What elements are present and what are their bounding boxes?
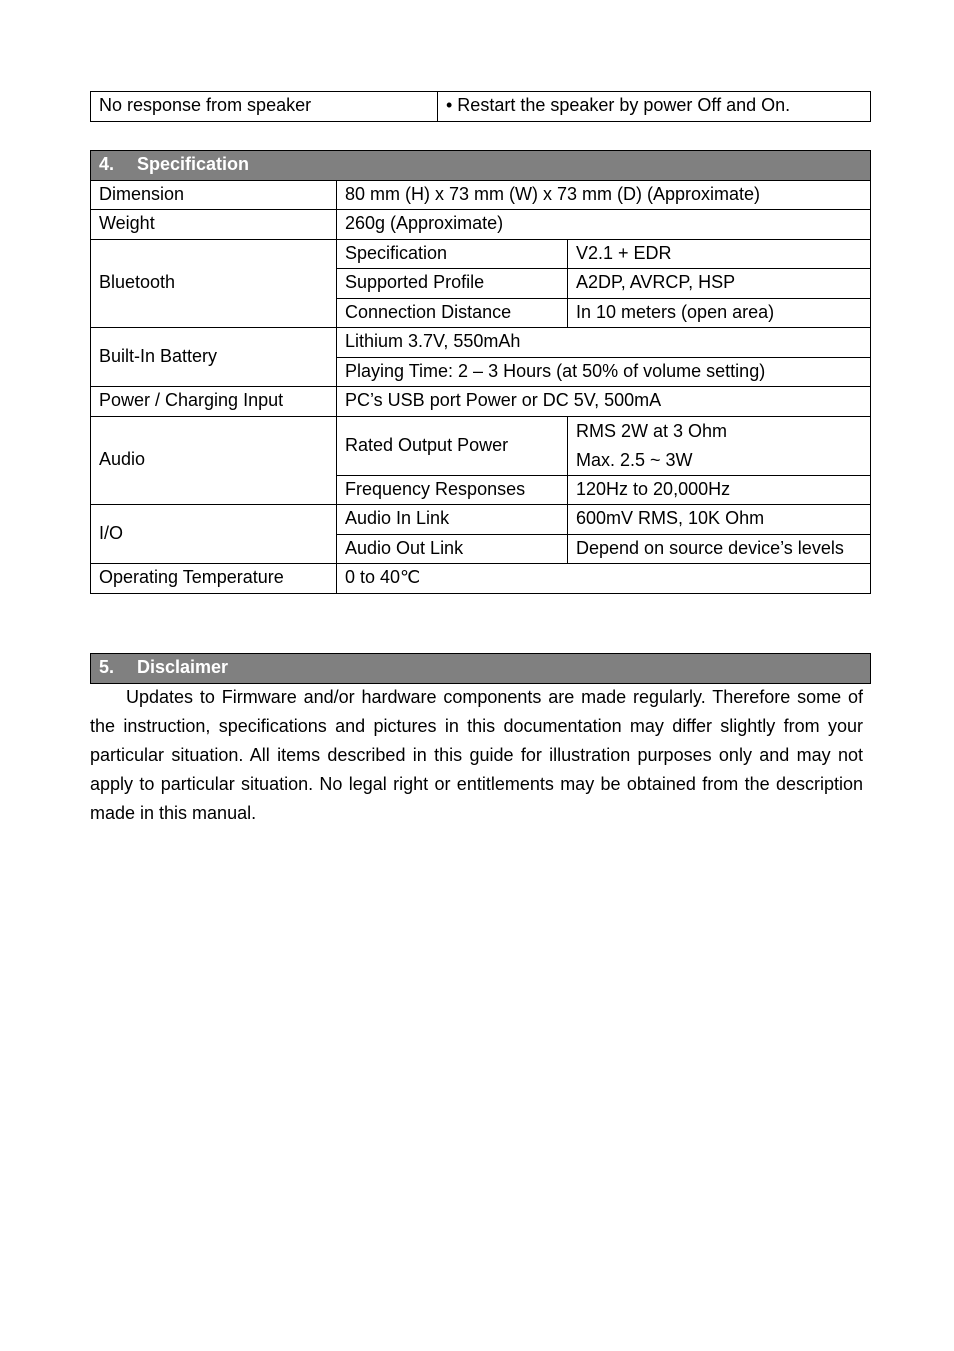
disclaimer-paragraph	[90, 683, 863, 828]
bluetooth-label: Bluetooth	[91, 239, 337, 328]
disclaimer-header	[90, 653, 871, 684]
battery-time: Playing Time: 2 – 3 Hours (at 50% of volume setting)	[337, 357, 871, 387]
rated-value-line2: Max. 2.5 ~ 3W	[576, 449, 693, 470]
audio-label: Audio	[91, 416, 337, 505]
section-title: Specification	[137, 154, 250, 175]
bt-profile-label: Supported Profile	[337, 269, 568, 299]
audio-out-label: Audio Out Link	[337, 534, 568, 564]
io-label: I/O	[91, 505, 337, 564]
table-row	[91, 92, 871, 122]
battery-type: Lithium 3.7V, 550mAh	[337, 328, 871, 358]
spec-table	[90, 150, 871, 594]
table-row	[91, 505, 871, 535]
battery-label: Built-In Battery	[91, 328, 337, 387]
bt-spec-value: V2.1 + EDR	[568, 239, 871, 269]
dimension-value: 80 mm (H) x 73 mm (W) x 73 mm (D) (Approximate)	[337, 180, 871, 210]
section-header	[91, 654, 871, 684]
problem-cell: No response from speaker	[91, 92, 438, 122]
power-value: PC’s USB port Power or DC 5V, 500mA	[337, 387, 871, 417]
bt-distance-label: Connection Distance	[337, 298, 568, 328]
section-number: 5.	[99, 657, 115, 678]
table-row	[91, 564, 871, 594]
bt-spec-label: Specification	[337, 239, 568, 269]
dimension-label: Dimension	[91, 180, 337, 210]
table-row	[91, 239, 871, 269]
spec-table-wrap	[90, 150, 871, 594]
audio-out-value: Depend on source device’s levels	[568, 534, 871, 564]
table-row	[91, 416, 871, 475]
weight-value: 260g (Approximate)	[337, 210, 871, 240]
section-number: 4.	[99, 154, 115, 175]
temp-label: Operating Temperature	[91, 564, 337, 594]
section-title: Disclaimer	[137, 657, 229, 678]
disclaimer-text: Updates to Firmware and/or hardware components are made regularly. Therefore some of the instruction, specifications and pictures in this documentation may differ slightly from your particular situation. All items described in this guide for illustration purposes only and may not apply to particular situation. No legal right or entitlements may be obtained from the description made in this manual.	[90, 687, 863, 823]
rated-label: Rated Output Power	[337, 416, 568, 475]
freq-label: Frequency Responses	[337, 475, 568, 505]
table-row	[91, 210, 871, 240]
troubleshoot-table	[90, 91, 871, 122]
weight-label: Weight	[91, 210, 337, 240]
power-label: Power / Charging Input	[91, 387, 337, 417]
table-row	[91, 387, 871, 417]
audio-in-label: Audio In Link	[337, 505, 568, 535]
solution-cell: • Restart the speaker by power Off and On.	[438, 92, 871, 122]
audio-in-value: 600mV RMS, 10K Ohm	[568, 505, 871, 535]
rated-value	[568, 416, 871, 475]
temp-value: 0 to 40℃	[337, 564, 871, 594]
bt-distance-value: In 10 meters (open area)	[568, 298, 871, 328]
freq-value: 120Hz to 20,000Hz	[568, 475, 871, 505]
troubleshoot-table-wrap	[90, 91, 871, 122]
disclaimer-header-wrap	[90, 653, 871, 684]
section-header	[91, 151, 871, 181]
rated-value-line1: RMS 2W at 3 Ohm	[576, 420, 728, 441]
bt-profile-value: A2DP, AVRCP, HSP	[568, 269, 871, 299]
table-row	[91, 328, 871, 358]
table-row	[91, 180, 871, 210]
